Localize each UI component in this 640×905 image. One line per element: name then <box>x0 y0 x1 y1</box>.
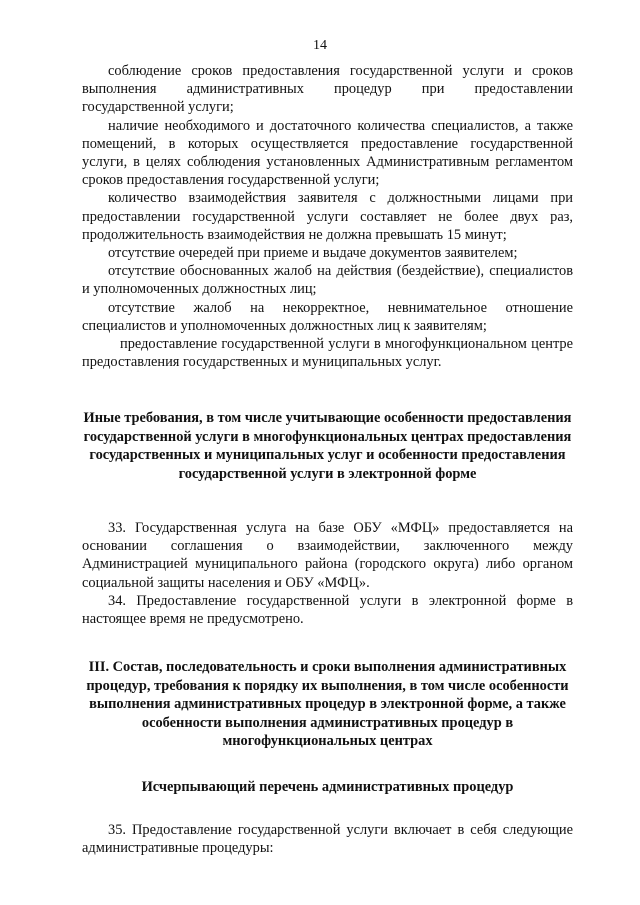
section-heading-iii: III. Состав, последовательность и сроки выполнения административных процедур, требования к порядку их выполнения, в том числе особенности выполнения административных процедур в электронной форме, а также особенности выполнения административных процедур в многофункциональных центрах <box>86 659 569 749</box>
paragraph: соблюдение сроков предоставления государственной услуги и сроков выполнения административных процедур при предоставлении государственной услуги; <box>82 63 573 116</box>
paragraph: 34. Предоставление государственной услуги в электронной форме в настоящее время не предусмотрено. <box>82 592 573 628</box>
paragraph: наличие необходимого и достаточного количества специалистов, а также помещений, в которых осуществляется предоставление государственной услуги, в целях соблюдения установленных Административным регламентом сроков предоставления государственной услуги; <box>82 117 573 189</box>
section-heading-procedures-list: Исчерпывающий перечень административных процедур <box>141 779 514 796</box>
paragraph: отсутствие жалоб на некорректное, невнимательное отношение специалистов и уполномоченных должностных лиц к заявителям; <box>82 299 573 334</box>
paragraph: 35. Предоставление государственной услуги включает в себя следующие административные процедуры: <box>82 821 573 856</box>
paragraph: отсутствие очередей при приеме и выдаче документов заявителем; <box>108 245 518 262</box>
document-body <box>82 62 573 857</box>
paragraph: отсутствие обоснованных жалоб на действия (бездействие), специалистов и уполномоченных должностных лиц; <box>82 263 573 298</box>
paragraph: предоставление государственной услуги в многофункциональном центре предоставления государственных и муниципальных услуг. <box>82 336 573 371</box>
paragraph: количество взаимодействия заявителя с должностными лицами при предоставлении государственной услуги составляет не более двух раз, продолжительность взаимодействия не должна превышать 15 минут; <box>82 190 573 243</box>
paragraph: 33. Государственная услуга на базе ОБУ «МФЦ» предоставляется на основании соглашения о взаимодействии, заключенного между Администрацией муниципального района (городского округа) либо органом социальной защиты населения и ОБУ «МФЦ». <box>82 520 573 591</box>
page-number: 14 <box>313 38 327 53</box>
section-heading-other-requirements: Иные требования, в том числе учитывающие особенности предоставления государственной услуги в многофункциональных центрах предоставления государственных и муниципальных услуг и особенности предоставления государственной услуги в электронной форме <box>83 410 572 482</box>
